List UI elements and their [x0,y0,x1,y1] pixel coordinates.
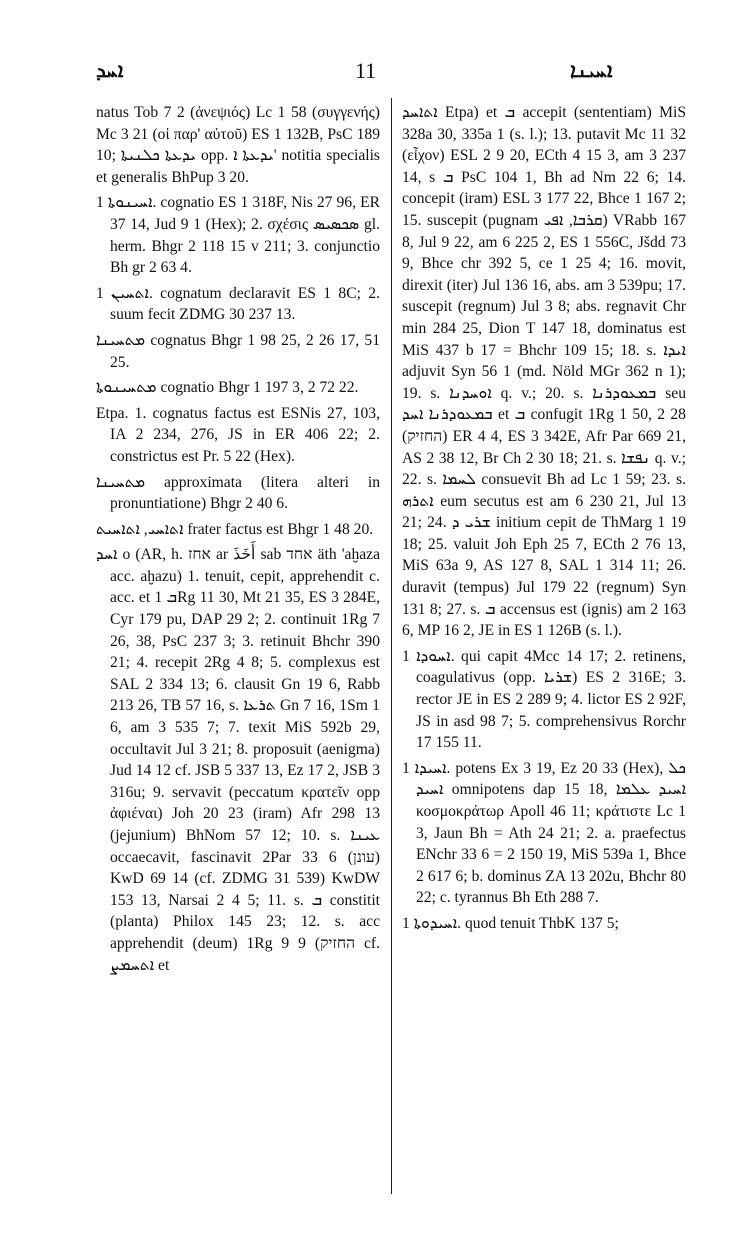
column-divider [391,98,392,1194]
entry-continuation: natus Tob 7 2 (ἀνεψιός) Lc 1 58 (συγγενής) Mc 3 21 (οἱ παρ' αὐτοῦ) ES 1 132B, PsC 189 10; ܝܕܥܬܐ ܟܠܢܝܬܐ opp. ܝܕܥܬܐ ܐ' notitia specialis et generalis BhPup 3 20. [96,104,381,186]
left-column [96,102,380,976]
entry-paragraph: ܡܬܚܝܢܐ cognatus Bhgr 1 98 25, 2 26 17, 51 25. [96,331,380,371]
entry-paragraph: ܐܬܐܚܝ, ܐܬܐܚܝܬ frater factus est Bhgr 1 48 20. [96,520,374,538]
header-left-headword: ܐܚܕ [96,58,124,82]
entry-paragraph: ܡܬܚܝܢܘܬܐ cognatio Bhgr 1 197 3, 2 72 22. [96,379,359,397]
entry-paragraph: ܐܚܝܕܘܬܐ 1. quod tenuit ThbK 137 5; [402,914,619,932]
entry-paragraph: ܐܚܝܕܐ 1. potens Ex 3 19, Ez 20 33 (Hex), ܟܠ ܐܚܝܕ omnipotens dap 15 18, ܐܚܝܕ ܥܠܡܐ κοσμοκράτωρ Apoll 46 11; κράτιστε Lc 1 3, Jaun Bh = Ath 24 21; 2. a. praefectus ENchr 33 6 = 2 150 19, MiS 539a 1, Bhce 2 617 6; b. dominus ZA 13 202u, Bhchr 80 22; c. tyrannus Bh Eth 288 7. [402,759,686,907]
entry-paragraph: ܡܬܚܝܢܐ approximata (litera alteri in pronuntiatione) Bhgr 2 40 6. [96,473,380,513]
header-right-headword: ܐܚܝܢܐ [570,58,613,82]
entry-paragraph: ܐܚܘܕܐ 1. qui capit 4Mcc 14 17; 2. retinens, coagulativus (opp. ܫܪܝܐ) ES 2 316E; 3. rector JE in ES 2 289 9; 4. lictor ES 2 92F, JS in asd 98 7; 5. comprehensivus Rorchr 17 155 11. [402,647,686,752]
right-column [402,102,686,935]
entry-continuation: ܐܬܐܚܕ Etpa) et ܒ accepit (sententiam) MiS 328a 30, 335a 1 (s. l.); 13. putavit Mc 11 32 (εἶχον) ESL 2 9 20, ECth 4 15 3, am 3 237 14, s ܒ PsC 104 1, Bh ad Nm 22 6; 14. concepit (iram) ESL 3 177 22, Bhce 1 167 2; 15. suscepit (pugnam ܩܪܒܐ, ܐܦܝ) VRabb 167 8, Jul 9 22, am 6 225 2, ES 1 556C, Jšdd 73 9, Bhce chr 392 5, ce 1 25 4; 16. movit, direxit (iter) Jul 136 16, abs. am 3 539pu; 17. suscepit (regnum) Jul 3 8; abs. regnavit Chr min 284 25, Dion T 147 18, dominatus est MiS 437 b 17 = Bhchr 109 15; 18. s. ܐܝܕܐ adjuvit Syn 56 1 (md. Nöld MGr 362 n 1); 19. s. ܐܘܚܕܢܐ q. v.; 20. s. ܒܡܥܘܕܪܢܐ seu ܒܡܥܘܕܪܢܐ ܐܚܕ et ܒ confugit 1Rg 1 50, 2 28 (החזיק) ER 4 4, ES 3 342E, Afr Par 669 21, AS 2 38 12, Br Ch 2 30 18; 21. s. ܢܦܫܐ q. v.; 22. s. ܠܚܡܐ consuevit Bh ad Lc 1 59; 23. s. ܐܬܪܗ eum secutus est am 6 230 21, Jul 13 21; 24. ܫܪܝ ܕ initium cepit de ThMarg 1 19 18; 25. valuit Joh Eph 25 7, ECth 2 76 13, MiS 63a 9, AS 127 8, SAL 1 314 11; 26. duravit (tempus) Jul 179 22 (regnum) Syn 131 8; 27. s. ܒ accensus est (ignis) am 2 163 6, MP 16 2, JE in ES 1 126B (s. l.). [402,104,687,640]
entry-paragraph: ܐܚܝܢܘܬܐ 1. cognatio ES 1 318F, Nis 27 96, ER 37 14, Jud 9 1 (Hex); 2. σχέσις ܣܟܣܝܣ gl. herm. Bhgr 2 118 15 v 211; 3. conjunctio Bh gr 2 63 4. [96,194,380,277]
entry-paragraph: Etpa. 1. cognatus factus est ESNis 27, 103, IA 2 234, 276, JS in ER 406 22; 2. constrictus est Pr. 5 22 (Hex). [96,404,380,465]
entry-main-headword: ܐܚܕ o (AR, h. אחז ar أَخَذَ sab אחד äth 'aḫaza acc. aḫazu) 1. tenuit, cepit, apprehendit c. acc. et ܒ 1Rg 11 30, Mt 21 35, ES 3 284E, Cyr 179 pu, DAP 29 2; 2. continuit 1Rg 7 26, 38, PsC 237 3; 3. retinuit Bhchr 390 21; 4. recepit 2Rg 4 8; 5. complexus est SAL 2 334 13; 6. clausit Gn 19 6, Rabb 213 26, TB 57 16, s. ܬܪܥܐ Gn 7 16, 1Sm 1 6, am 3 535 7; 7. texit MiS 592b 29, occultavit Jul 3 21; 8. proposuit (aenigma) Jud 14 12 cf. JSB 5 337 13, Ez 17 2, JSB 3 316u; 9. servavit (peccatum κρατεῖν opp ἀφιέναι) Joh 20 23 (iram) Afr 298 13 (jejunium) BhNom 57 12; 10. s. ܥܝܢܐ occaecavit, fascinavit 2Par 33 6 (עונן) KwD 69 14 (cf. ZDMG 31 539) KwDW 153 13, Narsai 2 4 5; 11. s. ܒ constitit (planta) Philox 145 23; 12. s. acc apprehendit (deum) 1Rg 9 9 (החזיק cf. ܐܬܚܡܨ et [96,546,380,974]
entry-paragraph: ܐܬܚܝܢ 1. cognatum declaravit ES 1 8C; 2. suum fecit ZDMG 30 237 13. [96,284,380,324]
page-number: 11 [355,58,377,83]
page-header [0,0,750,83]
